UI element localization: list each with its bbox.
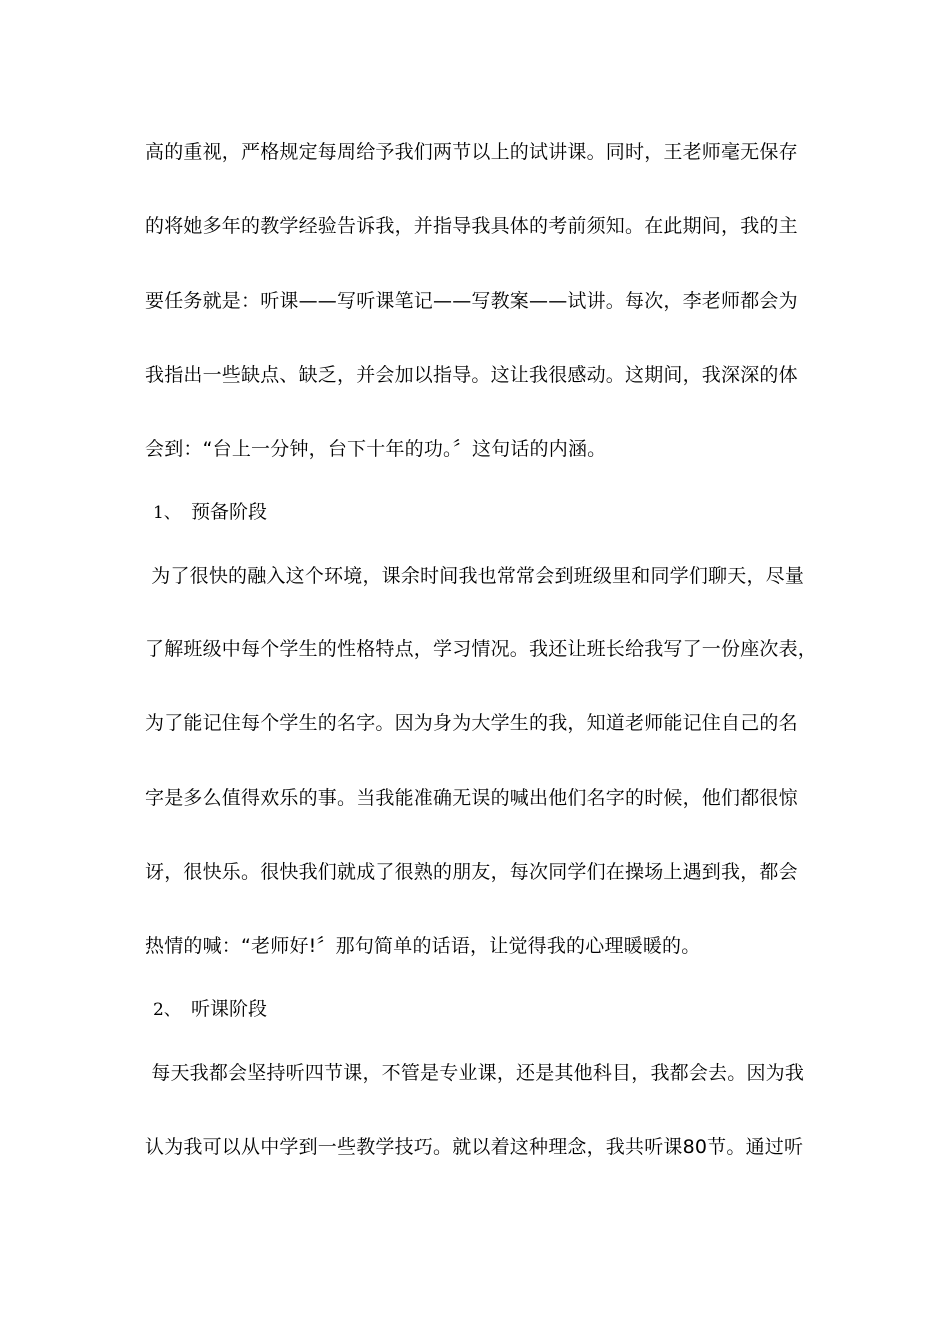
paragraph-line: 热情的喊：“老师好!〞那句简单的话语，让觉得我的心理暖暖的。 <box>145 935 701 957</box>
paragraph-line: 高的重视，严格规定每周给予我们两节以上的试讲课。同时，王老师毫无保存 <box>145 141 798 163</box>
paragraph-line: 的将她多年的教学经验告诉我，并指导我具体的考前须知。在此期间，我的主 <box>145 215 798 237</box>
paragraph-line: 我指出一些缺点、缺乏，并会加以指导。这让我很感动。这期间，我深深的体 <box>145 364 798 386</box>
section-heading-1 <box>153 500 267 525</box>
paragraph-line: 讶，很快乐。很快我们就成了很熟的朋友，每次同学们在操场上遇到我，都会 <box>145 861 798 883</box>
section-heading-2 <box>153 997 267 1022</box>
section-title: 预备阶段 <box>191 501 268 523</box>
paragraph-line: 要任务就是：听课——写听课笔记——写教案——试讲。每次，李老师都会为 <box>145 290 798 312</box>
paragraph-line: 为了很快的融入这个环境，课余时间我也常常会到班级里和同学们聊天，尽量 <box>145 565 805 587</box>
paragraph-line: 会到：“台上一分钟，台下十年的功。〞这句话的内涵。 <box>145 438 607 460</box>
paragraph-line: 每天我都会坚持听四节课，不管是专业课，还是其他科目，我都会去。因为我 <box>145 1062 805 1084</box>
section-number: 2、 <box>153 1000 181 1020</box>
paragraph-line: 字是多么值得欢乐的事。当我能准确无误的喊出他们名字的时候，他们都很惊 <box>145 787 798 809</box>
section-number: 1、 <box>153 503 181 523</box>
paragraph-line: 了解班级中每个学生的性格特点，学习情况。我还让班长给我写了一份座次表， <box>145 638 818 660</box>
paragraph-line: 为了能记住每个学生的名字。因为身为大学生的我，知道老师能记住自己的名 <box>145 712 798 734</box>
section-title: 听课阶段 <box>191 998 268 1020</box>
paragraph-line: 认为我可以从中学到一些教学技巧。就以着这种理念，我共听课80节。通过听 <box>145 1136 804 1158</box>
